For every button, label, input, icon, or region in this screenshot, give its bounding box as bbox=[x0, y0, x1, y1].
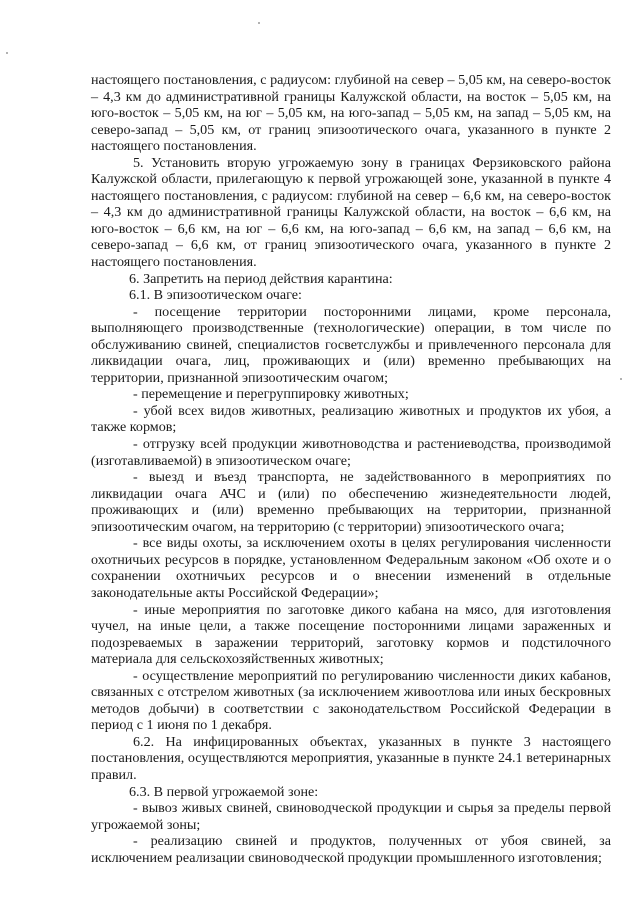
document-body bbox=[91, 72, 611, 866]
list-item: - отгрузку всей продукции животноводства и растениеводства, производимой (изготавливаемой) в эпизоотическом очаге; bbox=[91, 436, 611, 469]
scan-speck bbox=[6, 52, 8, 54]
paragraph-clause-6-1: 6.1. В эпизоотическом очаге: bbox=[129, 287, 302, 304]
list-item: - убой всех видов животных, реализацию животных и продуктов их убоя, а также кормов; bbox=[91, 402, 611, 436]
list-item: - выезд и въезд транспорта, не задействованного в мероприятиях по ликвидации очага АЧС и (или) по обеспечению жизнедеятельности людей, проживающих и (или) временно пребывающих на территории, признанной эпизоотическим очагом, на территорию (с территории) эпизоотического очага; bbox=[91, 469, 611, 535]
list-item: - реализацию свиней и продуктов, полученных от убоя свиней, за исключением реализации свиноводческой продукции промышленного изготовления; bbox=[91, 833, 611, 866]
list-item: - вывоз живых свиней, свиноводческой продукции и сырья за пределы первой угрожаемой зоны; bbox=[91, 800, 611, 833]
paragraph-clause-5: 5. Установить вторую угрожаемую зону в границах Ферзиковского района Калужской области, прилегающую к первой угрожающей зоне, указанной в пункте 4 настоящего постановления, с радиусом: глубиной на север – 6,6 км, на северо-восток – 4,3 км до административной границы Калужской области, на восток – 6,6 км, на юго-восток – 6,6 км, на юг – 6,6 км, на юго-запад – 6,6 км, на запад – 6,6 км, на северо-запад – 6,6 км, от границ эпизоотического очага, указанного в пункте 2 настоящего постановления. bbox=[91, 154, 611, 271]
list-item: - перемещение и перегруппировку животных; bbox=[133, 386, 409, 403]
scan-speck bbox=[620, 378, 622, 380]
paragraph-clause-6-3: 6.3. В первой угрожаемой зоне: bbox=[129, 783, 319, 800]
paragraph-clause-6: 6. Запретить на период действия карантина: bbox=[129, 270, 393, 287]
list-item: - осуществление мероприятий по регулированию численности диких кабанов, связанных с отстрелом животных (за исключением живоотлова или иных бескровных методов добычи) в соответствии с законодательством Российской Федерации в период с 1 июня по 1 декабря. bbox=[91, 667, 611, 734]
scan-speck bbox=[258, 22, 260, 24]
list-item: - все виды охоты, за исключением охоты в целях регулирования численности охотничьих ресурсов в порядке, установленном Федеральным законом «Об охоте и о сохранении охотничьих ресурсов и о внесении изменений в отдельные законодательные акты Российской Федерации»; bbox=[91, 535, 611, 601]
paragraph-continued: настоящего постановления, с радиусом: глубиной на север – 5,05 км, на северо-восток – 4,3 км до административной границы Калужской области, на восток – 5,05 км, на юго-восток – 5,05 км, на юг – 5,05 км, на юго-запад – 5,05 км, на запад – 5,05 км, на северо-запад – 5,05 км, от границ эпизоотического очага, указанного в пункте 2 настоящего постановления. bbox=[91, 72, 611, 155]
list-item: - посещение территории посторонними лицами, кроме персонала, выполняющего производственные (технологические) операции, в том числе по обслуживанию свиней, специалистов госветслужбы и привлеченного персонала для ликвидации очага, лиц, проживающих и (или) временно пребывающих на территории, признанной эпизоотическим очагом; bbox=[91, 303, 611, 386]
list-item: - иные мероприятия по заготовке дикого кабана на мясо, для изготовления чучел, на иные цели, а также посещение посторонними лицами зараженных и подозреваемых в заражении территорий, заготовку кормов и подстилочного материала для сельскохозяйственных животных; bbox=[91, 601, 611, 668]
paragraph-clause-6-2: 6.2. На инфицированных объектах, указанных в пункте 3 настоящего постановления, осуществляются мероприятия, указанные в пункте 24.1 ветеринарных правил. bbox=[91, 733, 611, 783]
